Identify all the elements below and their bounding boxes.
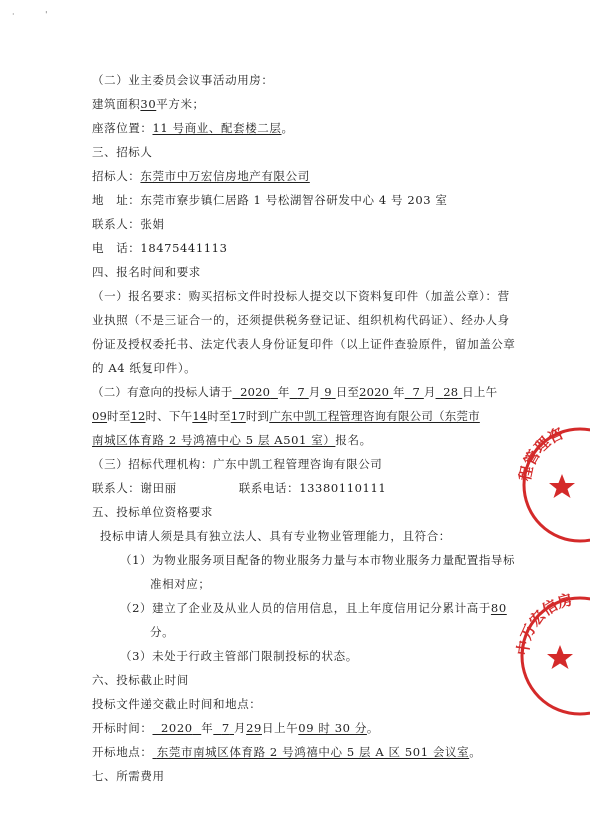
company-seal-lower	[510, 588, 590, 723]
open-place-line: 开标地点： 东莞市南城区体育路 2 号鸿禧中心 5 层 A 区 501 会议室。	[92, 745, 482, 759]
svg-text:中万宏信房: 中万宏信房	[515, 592, 575, 657]
phone-line: 电 话：18475441113	[92, 241, 228, 255]
sec4-p2-line3: 南城区体育路 2 号鸿禧中心 5 层 A501 室）报名。	[92, 433, 372, 447]
sec4-p1-line1: （一）报名要求：购买招标文件时投标人提交以下资料复印件（加盖公章）：营	[92, 289, 510, 303]
criteria-1-line1: （1）为物业服务项目配备的物业服务力量与本市物业服务力量配置指导标	[120, 553, 516, 567]
sec7-title: 七、所需费用	[92, 769, 165, 783]
tenderer-line: 招标人：东莞市中万宏信房地产有限公司	[92, 169, 310, 183]
criteria-1-line2: 准相对应；	[150, 577, 211, 591]
sec6-intro: 投标文件递交截止时间和地点：	[92, 697, 262, 711]
sec2-2-title: （二）业主委员会议事活动用房：	[92, 73, 274, 87]
svg-text:程管理咨: 程管理咨	[517, 426, 567, 483]
sec4-p2-line1: （二）有意向的投标人请于 2020 年 7 月 9 日至2020 年 7 月 28 日上午	[92, 385, 498, 399]
scan-corner-mark: · '	[12, 10, 62, 19]
company-seal-upper	[510, 420, 590, 550]
sec5-intro: 投标申请人须是具有独立法人、具有专业物业管理能力，且符合：	[100, 529, 451, 543]
contact-line: 联系人：张娟	[92, 217, 165, 231]
sec6-title: 六、投标截止时间	[92, 673, 189, 687]
area-line: 建筑面积30平方米；	[92, 97, 205, 111]
address-line: 地 址：东莞市寮步镇仁居路 1 号松湖智谷研发中心 4 号 203 室	[92, 193, 448, 207]
sec4-p1-line4: 的 A4 纸复印件）。	[92, 361, 197, 375]
sec4-p2-line2: 09时至12时、下午14时至17时到广东中凯工程管理咨询有限公司（东莞市	[92, 409, 480, 423]
criteria-2-line2: 分。	[150, 625, 175, 639]
sec4-p3: （三）招标代理机构：广东中凯工程管理咨询有限公司	[92, 457, 383, 471]
open-time-line: 开标时间： 2020 年 7 月29日上午09 时 30 分。	[92, 721, 380, 735]
sec5-title: 五、投标单位资格要求	[92, 505, 213, 519]
criteria-3: （3）未处于行政主管部门限制投标的状态。	[120, 649, 358, 663]
sec3-title: 三、招标人	[92, 145, 153, 159]
criteria-2-line1: （2）建立了企业及从业人员的信用信息，且上年度信用记分累计高于80	[120, 601, 507, 615]
sec4-title: 四、报名时间和要求	[92, 265, 201, 279]
location-line: 座落位置：11 号商业、配套楼二层。	[92, 121, 294, 135]
sec4-p1-line2: 业执照（不是三证合一的，还须提供税务登记证、组织机构代码证）、经办人身	[92, 313, 510, 327]
sec4-p1-line3: 份证及授权委托书、法定代表人身份证复印件（以上证件查验原件，留加盖公章	[92, 337, 516, 351]
agent-contact-line: 联系人：谢田丽 联系电话：13380110111	[92, 481, 387, 495]
